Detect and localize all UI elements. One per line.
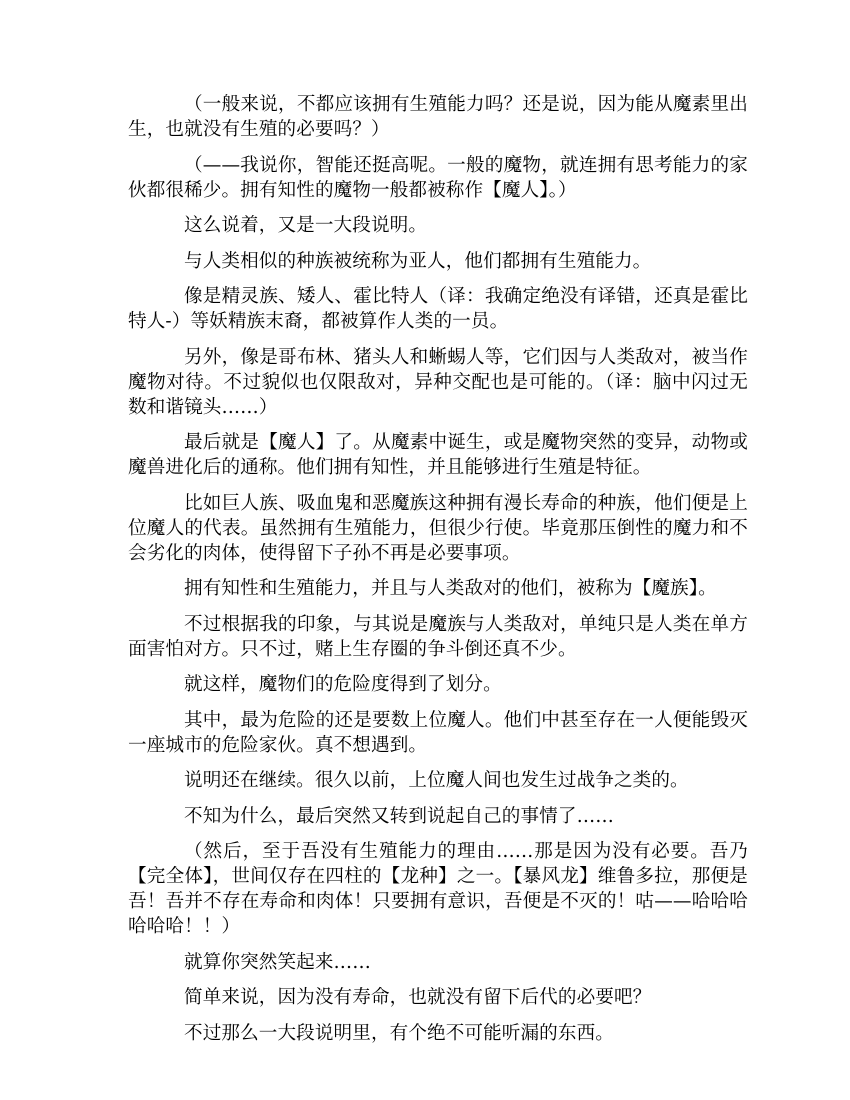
paragraph: 说明还在继续。很久以前，上位魔人间也发生过战争之类的。 <box>184 770 689 791</box>
paragraph: 像是精灵族、矮人、霍比特人（译：我确定绝没有译错，还真是霍比特人-）等妖精族末裔，都被算作人类的一员。 <box>128 286 748 332</box>
paragraph: （——我说你，智能还挺高呢。一般的魔物，就连拥有思考能力的家伙都很稀少。拥有知性的魔物一般都被称作【魔人】。） <box>128 154 748 201</box>
paragraph: 这么说着，又是一大段说明。 <box>184 215 428 236</box>
paragraph: 最后就是【魔人】了。从魔素中诞生，或是魔物突然的变异，动物或魔兽进化后的通称。他们拥有知性，并且能够进行生殖是特征。 <box>128 432 748 478</box>
paragraph: 就算你突然笑起来…… <box>184 951 371 973</box>
paragraph: 拥有知性和生殖能力，并且与人类敌对的他们，被称为【魔族】。 <box>184 578 717 599</box>
paragraph: 与人类相似的种族被统称为亚人，他们都拥有生殖能力。 <box>184 250 652 272</box>
paragraph: 不知为什么，最后突然又转到说起自己的事情了…… <box>184 805 614 827</box>
paragraph: （一般来说，不都应该拥有生殖能力吗？还是说，因为能从魔素里出生，也就没有生殖的必要吗？） <box>128 94 748 140</box>
paragraph: 简单来说，因为没有寿命，也就没有留下后代的必要吧？ <box>184 987 652 1008</box>
paragraph: （然后，至于吾没有生殖能力的理由……那是因为没有必要。吾乃【完全体】，世间仅存在四柱的【龙种】之一。【暴风龙】维鲁多拉，那便是吾！吾并不存在寿命和肉体！只要拥有意识，吾便是不灭的！咕——哈哈哈哈哈哈！！） <box>128 841 748 937</box>
paragraph: 不过根据我的印象，与其说是魔族与人类敌对，单纯只是人类在单方面害怕对方。只不过，赌上生存圈的争斗倒还真不少。 <box>128 613 748 660</box>
paragraph: 其中，最为危险的还是要数上位魔人。他们中甚至存在一人便能毁灭一座城市的危险家伙。真不想遇到。 <box>128 709 748 756</box>
paragraph: 就这样，魔物们的危险度得到了划分。 <box>184 674 502 695</box>
paragraph: 比如巨人族、吸血鬼和恶魔族这种拥有漫长寿命的种族，他们便是上位魔人的代表。虽然拥有生殖能力，但很少行使。毕竟那压倒性的魔力和不会劣化的肉体，使得留下子孙不再是必要事项。 <box>128 492 748 564</box>
paragraph: 另外，像是哥布林、猪头人和蜥蜴人等，它们因与人类敌对，被当作魔物对待。不过貌似也仅限敌对，异种交配也是可能的。（译：脑中闪过无数和谐镜头……） <box>128 346 748 418</box>
paragraph: 不过那么一大段说明里，有个绝不可能听漏的东西。 <box>184 1022 614 1044</box>
document-body <box>128 92 748 1056</box>
